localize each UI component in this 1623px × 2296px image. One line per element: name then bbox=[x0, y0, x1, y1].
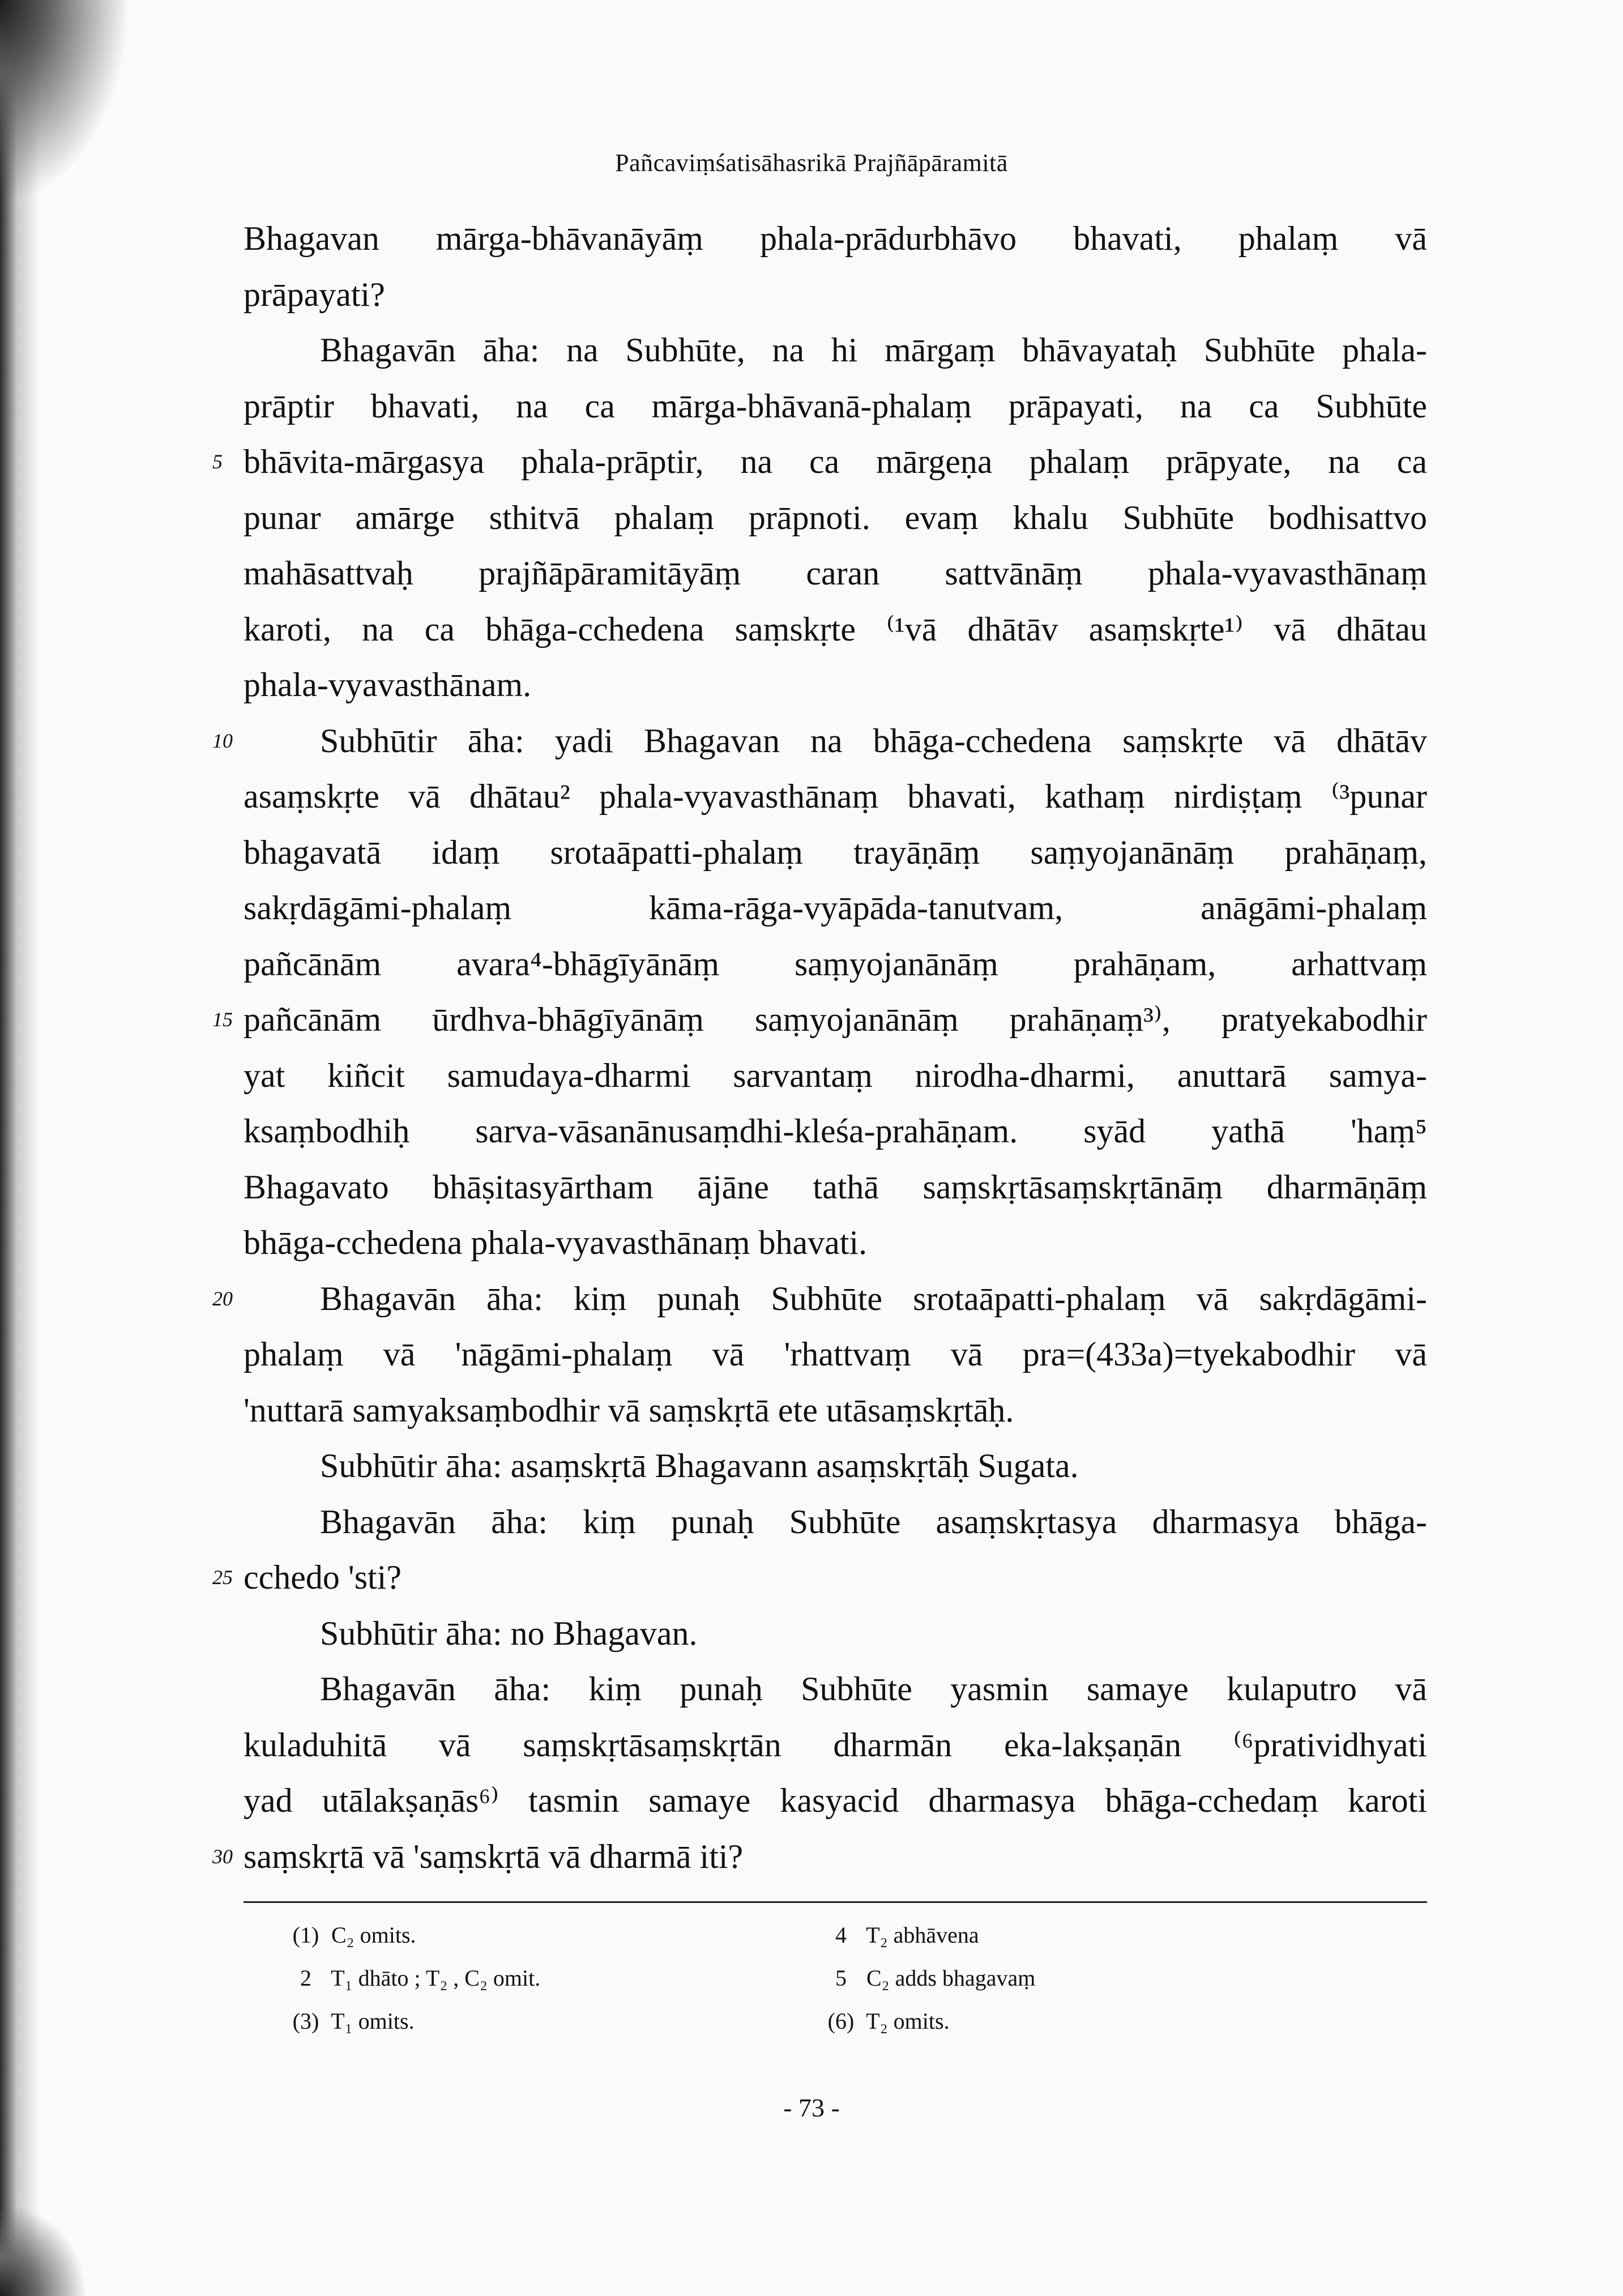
text-line: 30 saṃskṛtā vā 'saṃskṛtā vā dharmā iti? bbox=[244, 1829, 1427, 1885]
text-line: Bhagavan mārga-bhāvanāyāṃ phala-prādurbhāvo bhavati, phalaṃ vā bbox=[244, 220, 1427, 257]
footnote-text: T₂ omits. bbox=[866, 2008, 950, 2034]
page-number: - 73 - bbox=[783, 2093, 840, 2122]
text-line: Subhūtir āha: asaṃskṛtā Bhagavann asaṃskṛtāḥ Sugata. bbox=[320, 1447, 1079, 1484]
footnote bbox=[821, 1965, 1035, 1991]
footnote bbox=[286, 1922, 416, 1948]
text-line: 15 pañcānām ūrdhva-bhāgīyānāṃ saṃyojanānāṃ prahāṇaṃ³⁾, pratyekabodhir bbox=[244, 992, 1427, 1048]
text-line: 20 Bhagavān āha: kiṃ punaḥ Subhūte srotaāpatti-phalaṃ vā sakṛdāgāmi- bbox=[244, 1271, 1427, 1327]
binding-shadow bbox=[0, 0, 40, 2296]
body-text bbox=[212, 211, 1427, 1884]
text-line: pañcānām avara⁴-bhāgīyānāṃ saṃyojanānāṃ prahāṇam, arhattvaṃ bbox=[244, 945, 1427, 983]
text-line: sakṛdāgāmi-phalaṃ kāma-rāga-vyāpāda-tanutvam, anāgāmi-phalaṃ bbox=[244, 889, 1427, 927]
text-line: asaṃskṛte vā dhātau² phala-vyavasthānaṃ bhavati, kathaṃ nirdiṣṭaṃ ⁽³punar bbox=[244, 778, 1427, 815]
binding-shadow-bottom bbox=[0, 2205, 85, 2296]
footnote-text: T₁ dhāto ; T₂ , C₂ omit. bbox=[331, 1965, 541, 1991]
footnote-mark: 4 bbox=[835, 1922, 847, 1948]
text-line: karoti, na ca bhāga-cchedena saṃskṛte ⁽¹vā dhātāv asaṃskṛte¹⁾ vā dhātau bbox=[244, 610, 1427, 648]
footnote bbox=[286, 1965, 540, 1991]
footnote-mark: (6) bbox=[827, 2008, 855, 2034]
line-number: 10 bbox=[212, 729, 233, 752]
text-line: phalaṃ vā 'nāgāmi-phalaṃ vā 'rhattvaṃ vā pra=(433a)=tyekabodhir vā bbox=[244, 1335, 1427, 1373]
footnote bbox=[821, 2008, 950, 2034]
text-line: Bhagavān āha: kiṃ punaḥ Subhūte asaṃskṛtasya dharmasya bhāga- bbox=[320, 1503, 1427, 1540]
footnote-mark: (3) bbox=[292, 2008, 319, 2034]
line-number: 5 bbox=[212, 450, 223, 473]
footnote-mark: 5 bbox=[835, 1965, 847, 1991]
footnote bbox=[821, 1922, 979, 1948]
text-line: ksaṃbodhiḥ sarva-vāsanānusaṃdhi-kleśa-prahāṇam. syād yathā 'haṃ⁵ bbox=[244, 1112, 1427, 1150]
footnote-text: C₂ adds bhagavaṃ bbox=[866, 1965, 1036, 1991]
text-line: prāptir bhavati, na ca mārga-bhāvanā-phalaṃ prāpayati, na ca Subhūte bbox=[244, 387, 1427, 425]
text-line: 25 cchedo 'sti? bbox=[244, 1550, 1427, 1606]
line-number: 30 bbox=[212, 1845, 233, 1868]
footnote-mark: (1) bbox=[292, 1922, 319, 1948]
text-line: 10 Subhūtir āha: yadi Bhagavan na bhāga-cchedena saṃskṛte vā dhātāv bbox=[244, 713, 1427, 769]
text-line: Bhagavān āha: kiṃ punaḥ Subhūte yasmin samaye kulaputro vā bbox=[320, 1670, 1427, 1708]
text-line: yat kiñcit samudaya-dharmi sarvantaṃ nirodha-dharmi, anuttarā samya- bbox=[244, 1056, 1427, 1094]
footnote bbox=[286, 2008, 415, 2034]
text-line: mahāsattvaḥ prajñāpāramitāyāṃ caran sattvānāṃ phala-vyavasthānaṃ bbox=[244, 554, 1427, 592]
text-line: bhāga-cchedena phala-vyavasthānaṃ bhavati. bbox=[244, 1224, 868, 1261]
text-line: Subhūtir āha: no Bhagavan. bbox=[320, 1614, 698, 1652]
footnote-text: C₂ omits. bbox=[331, 1922, 416, 1948]
text-line: prāpayati? bbox=[244, 275, 385, 313]
line-number: 25 bbox=[212, 1566, 233, 1589]
footnote-text: T₁ omits. bbox=[331, 2008, 415, 2034]
text-line: bhagavatā idaṃ srotaāpatti-phalaṃ trayāṇāṃ saṃyojanānāṃ prahāṇaṃ, bbox=[244, 833, 1427, 871]
running-header: Pañcaviṃśatisāhasrikā Prajñāpāramitā bbox=[615, 149, 1008, 177]
text-line: yad utālakṣaṇās⁶⁾ tasmin samaye kasyacid dharmasya bhāga-cchedaṃ karoti bbox=[244, 1782, 1427, 1819]
footnote-mark: 2 bbox=[300, 1965, 311, 1991]
text-line: kuladuhitā vā saṃskṛtāsaṃskṛtān dharmān eka-lakṣaṇān ⁽⁶pratividhyati bbox=[244, 1726, 1427, 1764]
text-line: Bhagavato bhāṣitasyārtham ājāne tathā saṃskṛtāsaṃskṛtānāṃ dharmāṇāṃ bbox=[244, 1168, 1427, 1206]
text-line: Bhagavān āha: na Subhūte, na hi mārgaṃ bhāvayataḥ Subhūte phala- bbox=[320, 331, 1427, 369]
line-number: 20 bbox=[212, 1287, 233, 1310]
footnote-separator bbox=[244, 1901, 1427, 1903]
text-line: 'nuttarā samyaksaṃbodhir vā saṃskṛtā ete utāsaṃskṛtāḥ. bbox=[244, 1391, 1014, 1429]
text-line: punar amārge sthitvā phalaṃ prāpnoti. evaṃ khalu Subhūte bodhisattvo bbox=[244, 498, 1427, 536]
line-number: 15 bbox=[212, 1008, 233, 1031]
text-line: phala-vyavasthānam. bbox=[244, 666, 532, 703]
text-line: 5 bhāvita-mārgasya phala-prāptir, na ca mārgeṇa phalaṃ prāpyate, na ca bbox=[244, 434, 1427, 490]
footnote-text: T₂ abhāvena bbox=[866, 1922, 979, 1948]
